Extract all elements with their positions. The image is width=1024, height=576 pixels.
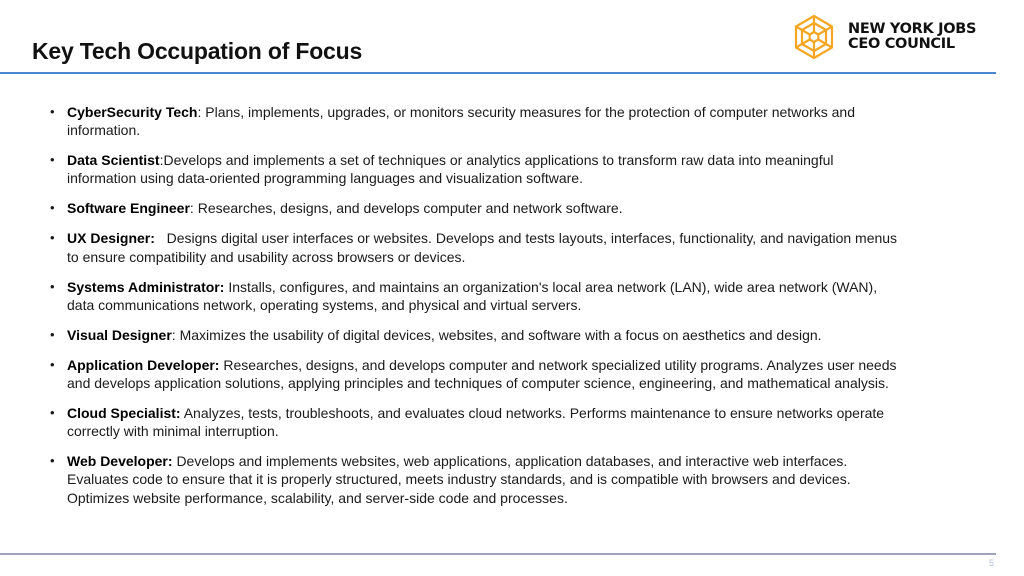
separator: : <box>189 200 198 217</box>
occupation-name: Web Developer: <box>67 453 173 470</box>
occupation-item-web-developer <box>50 452 900 507</box>
occupation-description: Installs, configures, and maintains an organization's local area network (LAN), wide area network (WAN), data communications network, operating systems, and physical and virtual servers. <box>67 278 878 313</box>
occupation-name: UX Designer: <box>67 230 155 247</box>
occupation-name: Application Developer: <box>67 356 220 373</box>
occupation-list <box>50 103 900 519</box>
separator <box>155 230 167 246</box>
occupation-item-cybersecurity-tech <box>50 103 900 139</box>
slide-title: Key Tech Occupation of Focus <box>32 38 363 64</box>
occupation-name: Visual Designer <box>67 326 172 343</box>
occupation-item-data-scientist <box>50 151 900 187</box>
occupation-item-cloud-specialist <box>50 404 900 440</box>
logo-wordmark <box>848 22 976 52</box>
company-logo <box>790 12 976 62</box>
separator: : <box>171 326 180 343</box>
occupation-description: Designs digital user interfaces or websites. Develops and tests layouts, interfaces, functionality, and navigation menus to ensure compatibility and usability across browsers or devices. <box>67 230 898 265</box>
occupation-item-systems-administrator <box>50 278 900 314</box>
occupation-item-ux-designer <box>50 229 900 265</box>
occupation-description: Analyzes, tests, troubleshoots, and evaluates cloud networks. Performs maintenance to ensure networks operate correctly with minimal interruption. <box>67 405 885 440</box>
occupation-item-visual-designer <box>50 326 900 344</box>
logo-line-1: NEW YORK JOBS <box>848 21 977 37</box>
occupation-name: Cloud Specialist: <box>67 405 181 422</box>
occupation-description: Maximizes the usability of digital devices, websites, and software with a focus on aesthetics and design. <box>179 326 822 343</box>
occupation-description: Develops and implements websites, web applications, application databases, and interactive web interfaces. Evaluates code to ensure that it is properly structured, meets industry standards, and is compatible with browsers and devices. Optimizes website performance, scalability, and server-side code and processes. <box>67 453 851 506</box>
occupation-description: Researches, designs, and develops computer and network software. <box>197 200 623 217</box>
separator: : <box>197 104 206 120</box>
occupation-description: Researches, designs, and develops computer and network specialized utility programs. Analyzes user needs and develops application solutions, applying principles and techniques of computer science, engineering, and mathematical analysis. <box>67 356 897 392</box>
occupation-item-application-developer <box>50 356 900 392</box>
separator: : <box>159 152 164 169</box>
occupation-name: Software Engineer <box>67 200 190 217</box>
occupation-name: Systems Administrator: <box>67 278 225 295</box>
occupation-description: Plans, implements, upgrades, or monitors security measures for the protection of computer networks and information. <box>67 104 855 139</box>
occupation-item-software-engineer <box>50 199 900 217</box>
occupation-description: Develops and implements a set of techniques or analytics applications to transform raw data into meaningful information using data-oriented programming languages and visualization software. <box>67 152 834 187</box>
title-divider <box>0 72 996 74</box>
hexagonal-star-logo-icon <box>790 13 838 61</box>
logo-line-2: CEO COUNCIL <box>848 36 955 52</box>
occupation-name: CyberSecurity Tech <box>67 104 198 120</box>
occupation-name: Data Scientist <box>67 152 160 169</box>
footer-divider <box>0 553 996 555</box>
page-number: 5 <box>989 558 995 568</box>
